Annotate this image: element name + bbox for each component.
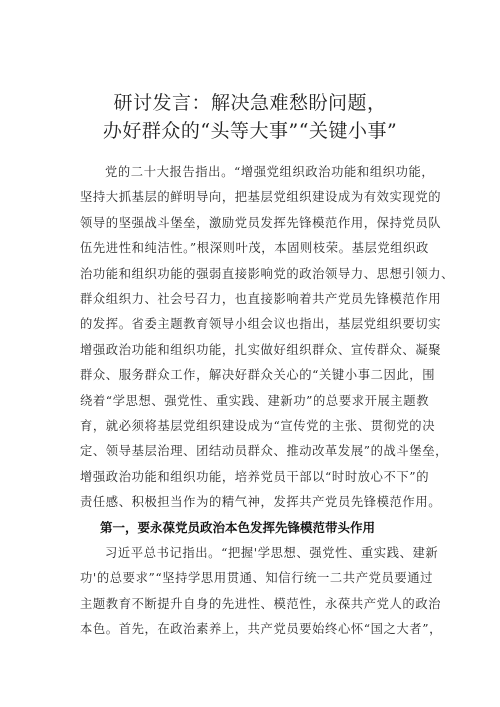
paragraph-1 — [80, 160, 455, 515]
text-line: 绕着“学思想、强党性、重实践、建新功”的总要求开展主题教 — [80, 393, 430, 408]
text-line: 功'的总要求”“坚持学思用贯通、知信行统一二共产党员要通过 — [80, 571, 434, 586]
section-heading: 第一，要永葆党员政治本色发挥先锋模范带头作用 — [100, 520, 376, 536]
document-title-line-1: 研讨发言：解决急难愁盼问题， — [113, 92, 387, 114]
text-line: 的发挥。省委主题教育领导小组会议也指出，基层党组织要切实 — [80, 317, 442, 332]
text-line: 主题教育不断提升自身的先进性、模范性，永葆共产党人的政治 — [80, 596, 442, 611]
text-line: 增强政治功能和组织功能，扎实做好组织群众、宣传群众、凝聚 — [80, 342, 442, 357]
text-line: 领导的坚强战斗堡垒，激励党员发挥先锋模范作用，保持党员队 — [80, 215, 442, 230]
text-line: 育，就必须将基层党组织建设成为“宣传党的主张、贯彻党的决 — [80, 418, 436, 433]
text-line: 伍先进性和纯洁性。”根深则叶茂，本固则枝荣。基层党组织政 — [80, 241, 429, 256]
text-line: 增强政治功能和组织功能，培养党员干部以“时时放心不下”的 — [80, 469, 430, 484]
text-line: 习近平总书记指出。“把握'学思想、强党性、重实践、建新 — [105, 545, 439, 560]
text-line: 群众、服务群众工作，解决好群众关心的“关键小事二因此，围 — [80, 368, 436, 383]
text-line: 群众组织力、社会号召力，也直接影响着共产党员先锋模范作用 — [80, 291, 442, 306]
document-body — [80, 160, 455, 642]
text-line: 坚持大抓基层的鲜明导向，把基层党组织建设成为有效实现党的 — [80, 190, 442, 205]
document-title-line-2: 办好群众的“头等大事”“关键小事” — [102, 120, 398, 142]
text-line: 本色。首先，在政治素养上，共产党员要始终心怀“国之大者”， — [80, 622, 442, 637]
text-line: 党的二十大报告指出。“增强党组织政治功能和组织功能， — [105, 165, 435, 179]
text-line: 治功能和组织功能的强弱直接影响党的政治领导力、思想引领力、 — [80, 266, 455, 281]
text-line: 定、领导基层治理、团结动员群众、推动改革发展”的战斗堡垒， — [80, 444, 449, 459]
text-line: 责任感、积极担当作为的精气神，发挥共产党员先锋模范作用。 — [80, 495, 442, 510]
paragraph-2 — [80, 541, 442, 643]
